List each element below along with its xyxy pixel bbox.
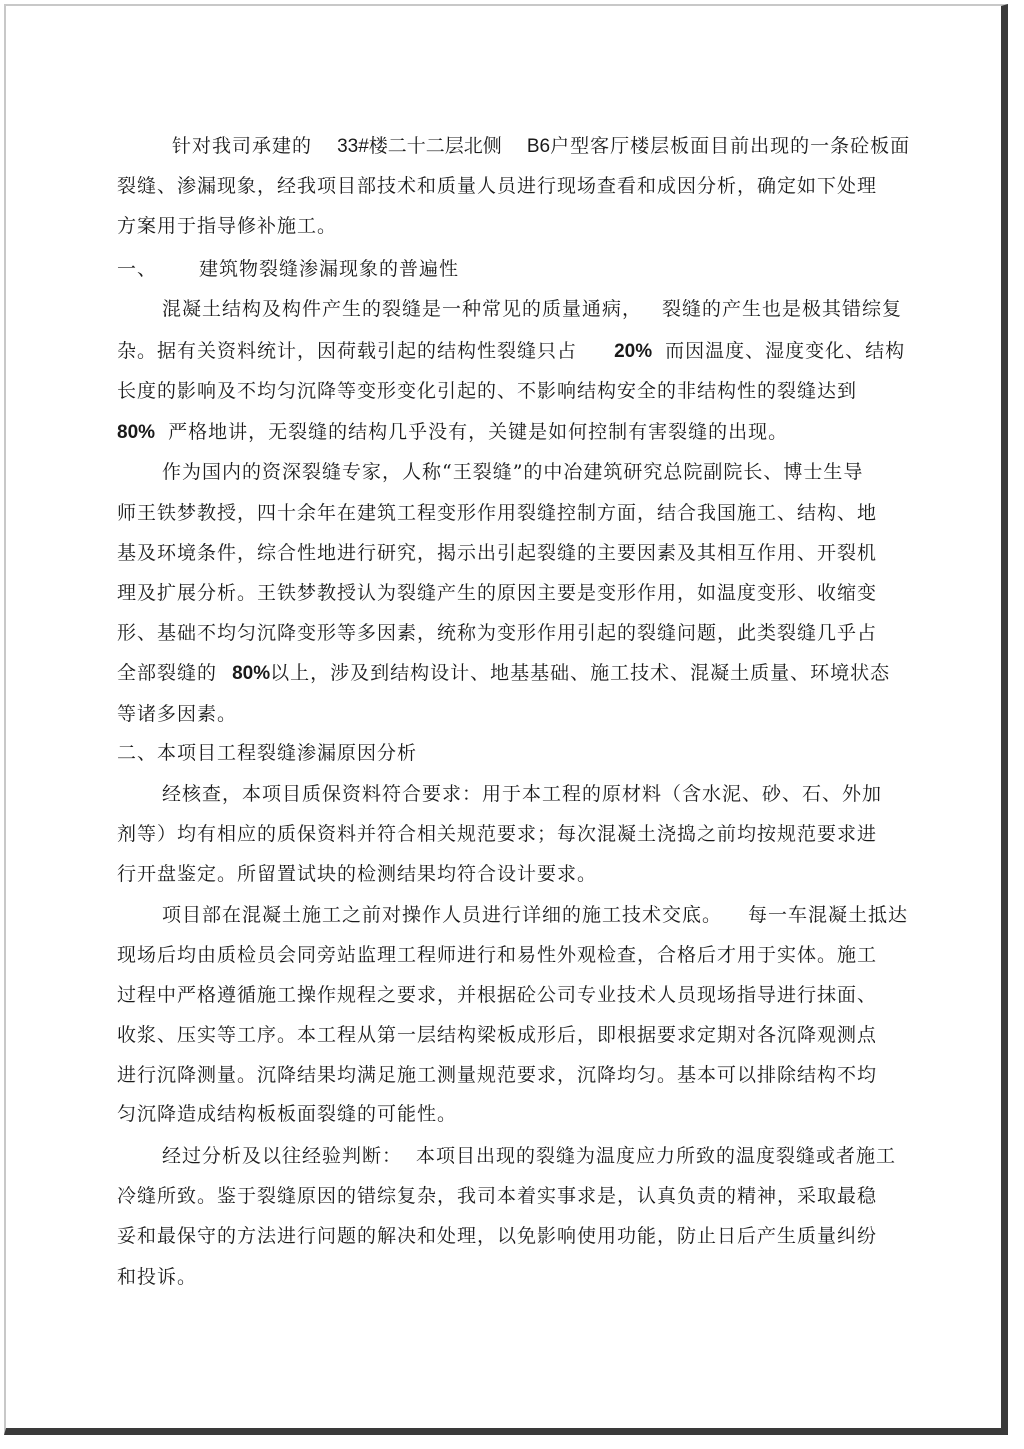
text-line: 作为国内的资深裂缝专家，人称“王裂缝”的中冶建筑研究总院副院长、博士生导 (162, 461, 864, 483)
text-line: 剂等）均有相应的质保资料并符合相关规范要求；每次混凝土浇捣之前均按规范要求进 (117, 823, 878, 845)
text-segment: 严格地讲，无裂缝的结构几乎没有，关键是如何控制有害裂缝的出现。 (168, 421, 789, 443)
text-segment: 本项目出现的裂缝为温度应力所致的温度裂缝或者施工 (416, 1145, 897, 1167)
text-line: 形、基础不均匀沉降变形等多因素，统称为变形作用引起的裂缝问题，此类裂缝几乎占 (117, 622, 878, 644)
text-line (162, 1144, 896, 1168)
text-line (117, 420, 788, 445)
text-segment: 经过分析及以往经验判断： (162, 1145, 403, 1167)
section-heading: 二、本项目工程裂缝渗漏原因分析 (117, 742, 418, 764)
text-segment: 杂。据有关资料统计，因荷载引起的结构性裂缝只占 (117, 340, 578, 362)
text-line: 行开盘鉴定。所留置试块的检测结果均符合设计要求。 (117, 863, 598, 885)
text-segment: 裂缝的产生也是极其错综复 (662, 298, 903, 320)
text-line (162, 903, 908, 927)
text-segment: 80% (232, 663, 271, 684)
heading-text: 建筑物裂缝渗漏现象的普遍性 (199, 258, 460, 280)
text-segment: 每一车混凝土抵达 (748, 904, 909, 926)
text-segment: 户型客厅楼层板面目前出现的一条砼板面 (550, 135, 911, 157)
text-line: 经核查，本项目质保资料符合要求：用于本工程的原材料（含水泥、砂、石、外加 (162, 783, 883, 805)
text-line: 过程中严格遵循施工操作规程之要求，并根据砼公司专业技术人员现场指导进行抹面、 (117, 984, 878, 1006)
text-segment: 20% (614, 341, 653, 362)
text-line (117, 339, 905, 364)
text-line: 师王铁梦教授，四十余年在建筑工程变形作用裂缝控制方面，结合我国施工、结构、地 (117, 502, 878, 524)
text-line: 收浆、压实等工序。本工程从第一层结构梁板成形后，即根据要求定期对各沉降观测点 (117, 1024, 878, 1046)
text-segment: 针对我司承建的 (172, 135, 313, 157)
text-line (162, 297, 902, 321)
text-line: 方案用于指导修补施工。 (117, 215, 338, 237)
heading-number: 一、 (117, 258, 158, 280)
text-line: 妥和最保守的方法进行问题的解决和处理，以免影响使用功能，防止日后产生质量纠纷 (117, 1225, 878, 1247)
text-line: 裂缝、渗漏现象，经我项目部技术和质量人员进行现场查看和成因分析，确定如下处理 (117, 175, 878, 197)
text-segment: 项目部在混凝土施工之前对操作人员进行详细的施工技术交底。 (162, 904, 723, 926)
text-line: 进行沉降测量。沉降结果均满足施工测量规范要求，沉降均匀。基本可以排除结构不均 (117, 1064, 878, 1086)
text-line: 和投诉。 (117, 1266, 198, 1288)
text-line: 长度的影响及不均匀沉降等变形变化引起的、不影响结构安全的非结构性的裂缝达到 (117, 380, 858, 402)
text-line: 等诸多因素。 (117, 703, 238, 725)
text-segment: 全部裂缝的 (117, 662, 218, 684)
text-segment: 80% (117, 422, 156, 443)
text-line (117, 661, 890, 686)
text-line (172, 134, 910, 159)
text-line: 基及环境条件，综合性地进行研究，揭示出引起裂缝的主要因素及其相互作用、开裂机 (117, 542, 878, 564)
text-segment: 33#楼二十二层北侧 (337, 136, 502, 157)
text-line: 冷缝所致。鉴于裂缝原因的错综复杂，我司本着实事求是，认真负责的精神，采取最稳 (117, 1185, 878, 1207)
text-line: 现场后均由质检员会同旁站监理工程师进行和易性外观检查，合格后才用于实体。施工 (117, 944, 878, 966)
section-heading (117, 257, 459, 281)
text-segment: 以上，涉及到结构设计、地基基础、施工技术、混凝土质量、环境状态 (270, 662, 891, 684)
text-segment: B6 (526, 136, 551, 157)
text-segment: 而因温度、湿度变化、结构 (665, 340, 906, 362)
text-line: 理及扩展分析。王铁梦教授认为裂缝产生的原因主要是变形作用，如温度变形、收缩变 (117, 582, 878, 604)
text-line: 匀沉降造成结构板板面裂缝的可能性。 (117, 1103, 458, 1125)
text-segment: 混凝土结构及构件产生的裂缝是一种常见的质量通病， (162, 298, 643, 320)
